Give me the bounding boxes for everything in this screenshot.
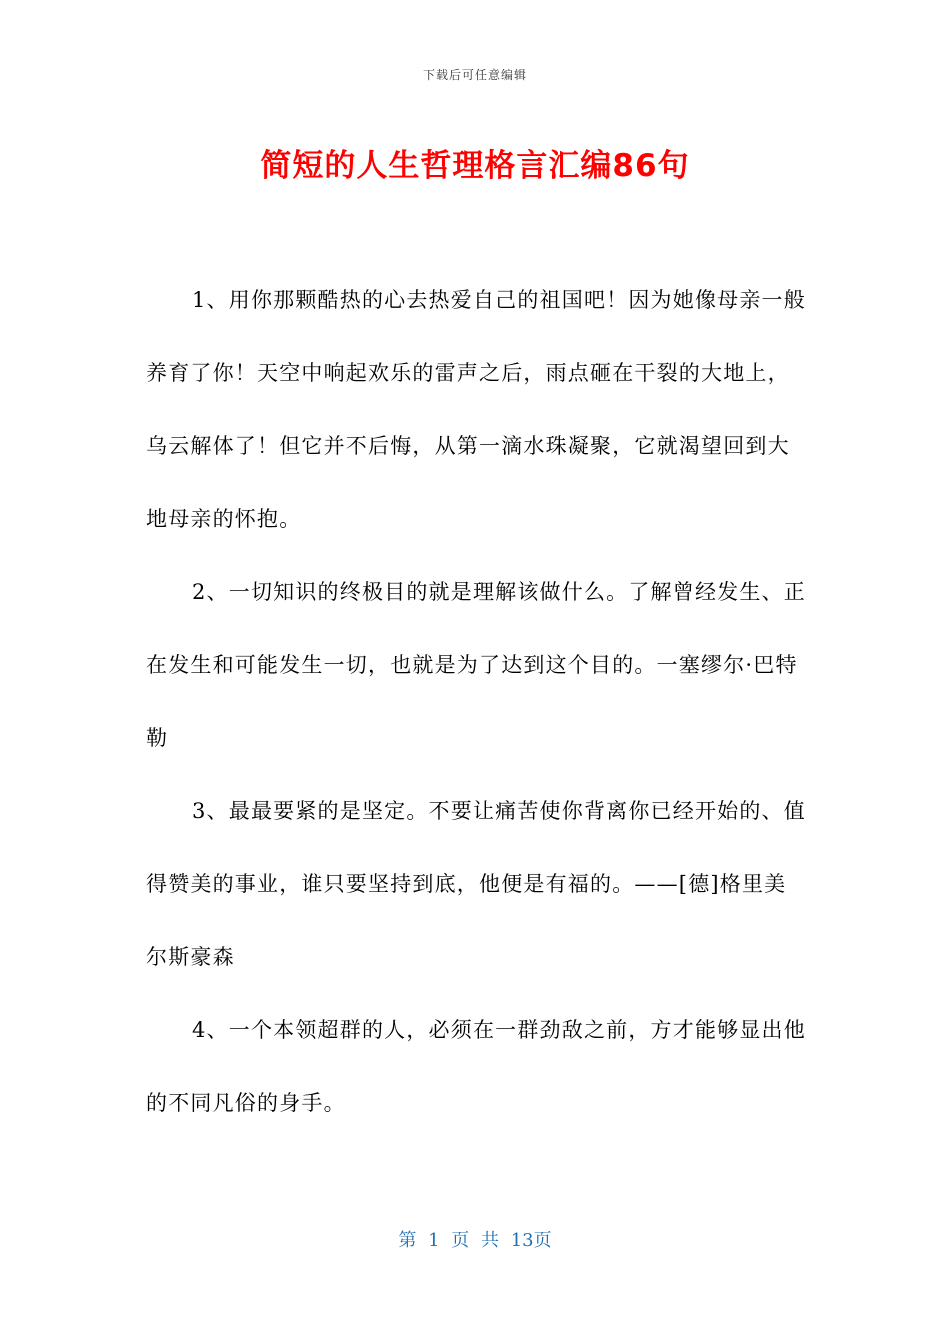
paragraph-1: 1、用你那颗酷热的心去热爱自己的祖国吧！因为她像母亲一般养育了你！天空中响起欢乐的雷声之后，雨点砸在干裂的大地上，乌云解体了！但它并不后悔，从第一滴水珠凝聚，它就渴望回到大地母亲的怀抱。 [146, 288, 806, 531]
page-number-footer: 第 1 页 共 13页 [398, 1230, 552, 1251]
document-body [146, 264, 806, 1140]
paragraph-3: 3、最最要紧的是坚定。不要让痛苦使你背离你已经开始的、值得赞美的事业，谁只要坚持到底，他便是有福的。——[德]格里美尔斯豪森 [146, 799, 806, 969]
header-note: 下载后可任意编辑 [422, 68, 527, 82]
paragraph-2: 2、一切知识的终极目的就是理解该做什么。了解曾经发生、正在发生和可能发生一切，也就是为了达到这个目的。一塞缪尔·巴特勒 [146, 580, 806, 750]
paragraph-4: 4、一个本领超群的人，必须在一群劲敌之前，方才能够显出他的不同凡俗的身手。 [146, 1018, 806, 1115]
document-title: 简短的人生哲理格言汇编86句 [260, 148, 690, 184]
